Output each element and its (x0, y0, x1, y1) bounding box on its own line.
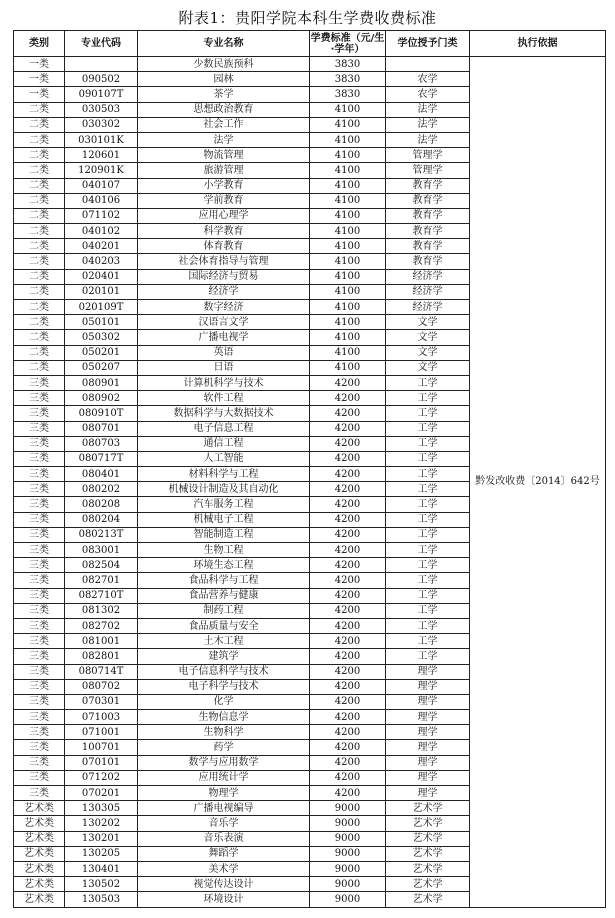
cell-name: 建筑学 (138, 649, 310, 664)
cell-fee: 4200 (310, 618, 386, 633)
cell-code: 090502 (65, 72, 138, 87)
cell-name: 食品营养与健康 (138, 588, 310, 603)
cell-degree: 法学 (386, 132, 470, 147)
cell-fee: 3830 (310, 72, 386, 87)
header-name: 专业名称 (138, 31, 310, 57)
cell-degree: 工学 (386, 406, 470, 421)
cell-degree: 艺术学 (386, 877, 470, 892)
cell-fee: 9000 (310, 816, 386, 831)
cell-category: 二类 (14, 224, 65, 239)
table-row (14, 57, 606, 72)
cell-code: 071102 (65, 208, 138, 223)
table-body (14, 57, 606, 908)
cell-fee: 4200 (310, 634, 386, 649)
cell-name: 茶学 (138, 87, 310, 102)
cell-code: 050207 (65, 360, 138, 375)
header-code: 专业代码 (65, 31, 138, 57)
cell-code: 082710T (65, 588, 138, 603)
cell-fee: 4100 (310, 148, 386, 163)
cell-fee: 4200 (310, 740, 386, 755)
cell-name: 小学教育 (138, 178, 310, 193)
cell-degree: 工学 (386, 649, 470, 664)
document-title: 附表1：贵阳学院本科生学费收费标准 (178, 9, 437, 27)
cell-fee: 4200 (310, 375, 386, 390)
cell-degree: 理学 (386, 694, 470, 709)
cell-name: 生物工程 (138, 543, 310, 558)
cell-name: 体育教育 (138, 239, 310, 254)
cell-fee: 4200 (310, 436, 386, 451)
cell-degree: 工学 (386, 573, 470, 588)
cell-category: 三类 (14, 558, 65, 573)
cell-code: 082504 (65, 558, 138, 573)
cell-degree: 工学 (386, 467, 470, 482)
cell-degree: 工学 (386, 527, 470, 542)
cell-degree: 艺术学 (386, 816, 470, 831)
cell-fee: 4100 (310, 300, 386, 315)
cell-code: 082801 (65, 649, 138, 664)
cell-code: 020109T (65, 300, 138, 315)
cell-degree: 工学 (386, 391, 470, 406)
cell-code: 050101 (65, 315, 138, 330)
cell-degree: 工学 (386, 436, 470, 451)
cell-category: 一类 (14, 72, 65, 87)
cell-fee: 4100 (310, 208, 386, 223)
cell-code: 080213T (65, 527, 138, 542)
cell-code: 130205 (65, 846, 138, 861)
cell-degree: 工学 (386, 618, 470, 633)
cell-category: 艺术类 (14, 801, 65, 816)
cell-degree: 工学 (386, 634, 470, 649)
cell-fee: 4200 (310, 406, 386, 421)
cell-degree: 理学 (386, 710, 470, 725)
cell-name: 数字经济 (138, 300, 310, 315)
cell-code: 130202 (65, 816, 138, 831)
cell-code: 130503 (65, 892, 138, 907)
cell-code: 082701 (65, 573, 138, 588)
cell-degree: 管理学 (386, 163, 470, 178)
cell-category: 艺术类 (14, 877, 65, 892)
cell-name: 数学与应用数学 (138, 755, 310, 770)
cell-fee: 4100 (310, 345, 386, 360)
cell-degree: 艺术学 (386, 801, 470, 816)
cell-degree: 农学 (386, 72, 470, 87)
cell-fee: 4200 (310, 664, 386, 679)
cell-category: 二类 (14, 132, 65, 147)
cell-fee: 4100 (310, 193, 386, 208)
cell-category: 三类 (14, 603, 65, 618)
cell-category: 一类 (14, 87, 65, 102)
cell-degree: 法学 (386, 102, 470, 117)
cell-fee: 4100 (310, 330, 386, 345)
cell-fee: 4200 (310, 710, 386, 725)
cell-degree: 教育学 (386, 193, 470, 208)
cell-category: 二类 (14, 102, 65, 117)
cell-category: 一类 (14, 57, 65, 72)
cell-degree: 工学 (386, 558, 470, 573)
cell-code: 040203 (65, 254, 138, 269)
cell-degree: 农学 (386, 87, 470, 102)
cell-name: 制药工程 (138, 603, 310, 618)
cell-name: 汉语言文学 (138, 315, 310, 330)
cell-category: 艺术类 (14, 846, 65, 861)
cell-category: 三类 (14, 786, 65, 801)
cell-code: 070201 (65, 786, 138, 801)
cell-degree: 工学 (386, 451, 470, 466)
cell-fee: 4100 (310, 315, 386, 330)
cell-code: 050201 (65, 345, 138, 360)
cell-fee: 4200 (310, 482, 386, 497)
cell-fee: 4200 (310, 770, 386, 785)
cell-category: 三类 (14, 512, 65, 527)
cell-category: 三类 (14, 770, 65, 785)
cell-code: 080202 (65, 482, 138, 497)
cell-fee: 4200 (310, 694, 386, 709)
cell-degree: 管理学 (386, 148, 470, 163)
cell-category: 艺术类 (14, 892, 65, 907)
cell-code: 080717T (65, 451, 138, 466)
cell-name: 音乐学 (138, 816, 310, 831)
cell-category: 三类 (14, 694, 65, 709)
cell-category: 二类 (14, 345, 65, 360)
cell-name: 生物信息学 (138, 710, 310, 725)
cell-name: 舞蹈学 (138, 846, 310, 861)
cell-fee: 4200 (310, 558, 386, 573)
cell-name: 环境设计 (138, 892, 310, 907)
cell-name: 法学 (138, 132, 310, 147)
cell-category: 二类 (14, 254, 65, 269)
cell-name: 环境生态工程 (138, 558, 310, 573)
cell-degree: 教育学 (386, 208, 470, 223)
cell-name: 电子科学与技术 (138, 679, 310, 694)
cell-code: 020101 (65, 284, 138, 299)
cell-fee: 9000 (310, 877, 386, 892)
cell-degree: 教育学 (386, 239, 470, 254)
cell-code: 130502 (65, 877, 138, 892)
cell-category: 三类 (14, 451, 65, 466)
cell-name: 数据科学与大数据技术 (138, 406, 310, 421)
cell-degree: 理学 (386, 755, 470, 770)
cell-degree: 教育学 (386, 254, 470, 269)
cell-degree: 理学 (386, 679, 470, 694)
cell-degree: 工学 (386, 482, 470, 497)
cell-category: 艺术类 (14, 861, 65, 876)
cell-fee: 9000 (310, 892, 386, 907)
cell-degree: 工学 (386, 603, 470, 618)
cell-code: 071001 (65, 725, 138, 740)
cell-category: 二类 (14, 208, 65, 223)
cell-code: 130305 (65, 801, 138, 816)
cell-name: 应用心理学 (138, 208, 310, 223)
cell-degree: 文学 (386, 360, 470, 375)
cell-category: 二类 (14, 360, 65, 375)
cell-degree: 文学 (386, 330, 470, 345)
cell-name: 应用统计学 (138, 770, 310, 785)
cell-degree: 理学 (386, 786, 470, 801)
cell-code: 080208 (65, 497, 138, 512)
cell-category: 艺术类 (14, 816, 65, 831)
cell-category: 三类 (14, 634, 65, 649)
cell-category: 三类 (14, 482, 65, 497)
cell-code: 080204 (65, 512, 138, 527)
cell-fee: 4200 (310, 603, 386, 618)
cell-category: 三类 (14, 755, 65, 770)
cell-category: 三类 (14, 527, 65, 542)
cell-fee: 4200 (310, 573, 386, 588)
cell-code: 030302 (65, 117, 138, 132)
cell-category: 三类 (14, 725, 65, 740)
cell-name: 通信工程 (138, 436, 310, 451)
cell-code: 080902 (65, 391, 138, 406)
header-basis: 执行依据 (470, 31, 606, 57)
cell-name: 社会体育指导与管理 (138, 254, 310, 269)
cell-code: 083001 (65, 543, 138, 558)
cell-degree: 工学 (386, 543, 470, 558)
cell-code: 100701 (65, 740, 138, 755)
cell-fee: 4200 (310, 588, 386, 603)
cell-name: 食品科学与工程 (138, 573, 310, 588)
cell-degree: 艺术学 (386, 846, 470, 861)
cell-category: 三类 (14, 618, 65, 633)
cell-code: 080901 (65, 375, 138, 390)
cell-basis: 黔发改收费〔2014〕642号 (470, 57, 606, 908)
header-row (14, 31, 606, 57)
cell-fee: 4100 (310, 254, 386, 269)
cell-name: 旅游管理 (138, 163, 310, 178)
cell-fee: 4200 (310, 421, 386, 436)
cell-name: 食品质量与安全 (138, 618, 310, 633)
cell-degree: 工学 (386, 588, 470, 603)
cell-category: 三类 (14, 421, 65, 436)
cell-fee: 4100 (310, 269, 386, 284)
cell-fee: 4200 (310, 497, 386, 512)
cell-name: 物理学 (138, 786, 310, 801)
cell-code (65, 57, 138, 72)
cell-category: 二类 (14, 148, 65, 163)
cell-degree: 教育学 (386, 178, 470, 193)
cell-degree: 教育学 (386, 224, 470, 239)
cell-fee: 4100 (310, 102, 386, 117)
cell-category: 二类 (14, 163, 65, 178)
cell-category: 二类 (14, 117, 65, 132)
cell-name: 日语 (138, 360, 310, 375)
cell-code: 080701 (65, 421, 138, 436)
cell-fee: 4200 (310, 527, 386, 542)
cell-category: 艺术类 (14, 831, 65, 846)
cell-code: 020401 (65, 269, 138, 284)
cell-category: 三类 (14, 679, 65, 694)
cell-category: 三类 (14, 740, 65, 755)
cell-category: 二类 (14, 178, 65, 193)
cell-name: 音乐表演 (138, 831, 310, 846)
cell-code: 130401 (65, 861, 138, 876)
cell-code: 080401 (65, 467, 138, 482)
cell-name: 美术学 (138, 861, 310, 876)
cell-degree (386, 57, 470, 72)
cell-category: 三类 (14, 436, 65, 451)
cell-code: 030503 (65, 102, 138, 117)
cell-code: 071003 (65, 710, 138, 725)
cell-name: 汽车服务工程 (138, 497, 310, 512)
cell-fee: 9000 (310, 861, 386, 876)
cell-code: 120601 (65, 148, 138, 163)
cell-degree: 理学 (386, 740, 470, 755)
cell-code: 080714T (65, 664, 138, 679)
cell-code: 040107 (65, 178, 138, 193)
cell-degree: 艺术学 (386, 861, 470, 876)
cell-fee: 9000 (310, 801, 386, 816)
cell-fee: 4200 (310, 451, 386, 466)
cell-fee: 4200 (310, 391, 386, 406)
cell-category: 二类 (14, 300, 65, 315)
cell-name: 视觉传达设计 (138, 877, 310, 892)
cell-code: 040201 (65, 239, 138, 254)
cell-fee: 9000 (310, 846, 386, 861)
cell-code: 130201 (65, 831, 138, 846)
cell-degree: 法学 (386, 117, 470, 132)
cell-name: 化学 (138, 694, 310, 709)
cell-degree: 经济学 (386, 284, 470, 299)
cell-name: 智能制造工程 (138, 527, 310, 542)
cell-name: 药学 (138, 740, 310, 755)
cell-degree: 文学 (386, 315, 470, 330)
cell-fee: 4100 (310, 284, 386, 299)
cell-degree: 理学 (386, 770, 470, 785)
cell-code: 040106 (65, 193, 138, 208)
header-category: 类别 (14, 31, 65, 57)
cell-fee: 4100 (310, 117, 386, 132)
cell-category: 二类 (14, 239, 65, 254)
cell-code: 070301 (65, 694, 138, 709)
cell-degree: 艺术学 (386, 892, 470, 907)
cell-name: 物流管理 (138, 148, 310, 163)
cell-code: 082702 (65, 618, 138, 633)
cell-degree: 经济学 (386, 300, 470, 315)
cell-fee: 3830 (310, 87, 386, 102)
cell-name: 人工智能 (138, 451, 310, 466)
cell-fee: 4100 (310, 239, 386, 254)
cell-fee: 4200 (310, 755, 386, 770)
cell-fee: 4100 (310, 163, 386, 178)
cell-fee: 9000 (310, 831, 386, 846)
cell-name: 计算机科学与技术 (138, 375, 310, 390)
cell-name: 经济学 (138, 284, 310, 299)
cell-category: 三类 (14, 391, 65, 406)
cell-name: 广播电视学 (138, 330, 310, 345)
cell-code: 071202 (65, 770, 138, 785)
cell-fee: 4100 (310, 178, 386, 193)
cell-degree: 工学 (386, 497, 470, 512)
cell-name: 软件工程 (138, 391, 310, 406)
cell-category: 三类 (14, 406, 65, 421)
cell-name: 学前教育 (138, 193, 310, 208)
cell-code: 050302 (65, 330, 138, 345)
cell-code: 040102 (65, 224, 138, 239)
cell-code: 080910T (65, 406, 138, 421)
cell-category: 二类 (14, 315, 65, 330)
cell-code: 081302 (65, 603, 138, 618)
cell-category: 二类 (14, 330, 65, 345)
cell-name: 生物科学 (138, 725, 310, 740)
cell-name: 园林 (138, 72, 310, 87)
cell-category: 三类 (14, 573, 65, 588)
cell-degree: 文学 (386, 345, 470, 360)
cell-degree: 工学 (386, 512, 470, 527)
cell-fee: 4100 (310, 360, 386, 375)
header-fee: 学费标准（元/生·学年） (310, 32, 385, 55)
cell-code: 080702 (65, 679, 138, 694)
cell-degree: 工学 (386, 375, 470, 390)
cell-name: 英语 (138, 345, 310, 360)
cell-category: 三类 (14, 664, 65, 679)
cell-name: 土木工程 (138, 634, 310, 649)
cell-fee: 4200 (310, 786, 386, 801)
cell-fee: 4200 (310, 512, 386, 527)
cell-name: 电子信息工程 (138, 421, 310, 436)
cell-category: 三类 (14, 649, 65, 664)
cell-fee: 4200 (310, 467, 386, 482)
cell-name: 少数民族预科 (138, 57, 310, 72)
cell-code: 070101 (65, 755, 138, 770)
cell-fee: 4200 (310, 679, 386, 694)
cell-category: 三类 (14, 588, 65, 603)
cell-code: 080703 (65, 436, 138, 451)
cell-category: 三类 (14, 375, 65, 390)
cell-degree: 理学 (386, 725, 470, 740)
header-degree: 学位授予门类 (386, 31, 470, 57)
cell-name: 国际经济与贸易 (138, 269, 310, 284)
cell-code: 081001 (65, 634, 138, 649)
cell-code: 120901K (65, 163, 138, 178)
cell-degree: 经济学 (386, 269, 470, 284)
cell-category: 三类 (14, 467, 65, 482)
cell-name: 思想政治教育 (138, 102, 310, 117)
cell-fee: 4100 (310, 132, 386, 147)
cell-name: 机械设计制造及其自动化 (138, 482, 310, 497)
cell-name: 材料科学与工程 (138, 467, 310, 482)
cell-category: 二类 (14, 269, 65, 284)
cell-category: 三类 (14, 497, 65, 512)
cell-degree: 艺术学 (386, 831, 470, 846)
cell-degree: 理学 (386, 664, 470, 679)
cell-fee: 4200 (310, 543, 386, 558)
cell-category: 三类 (14, 710, 65, 725)
cell-fee: 4200 (310, 725, 386, 740)
cell-fee: 3830 (310, 57, 386, 72)
cell-code: 090107T (65, 87, 138, 102)
cell-name: 机械电子工程 (138, 512, 310, 527)
cell-degree: 工学 (386, 421, 470, 436)
cell-category: 三类 (14, 543, 65, 558)
cell-category: 二类 (14, 284, 65, 299)
cell-fee: 4100 (310, 224, 386, 239)
cell-fee: 4200 (310, 649, 386, 664)
cell-name: 广播电视编导 (138, 801, 310, 816)
cell-category: 二类 (14, 193, 65, 208)
cell-code: 030101K (65, 132, 138, 147)
fee-table (13, 30, 606, 908)
cell-name: 电子信息科学与技术 (138, 664, 310, 679)
cell-name: 科学教育 (138, 224, 310, 239)
cell-name: 社会工作 (138, 117, 310, 132)
